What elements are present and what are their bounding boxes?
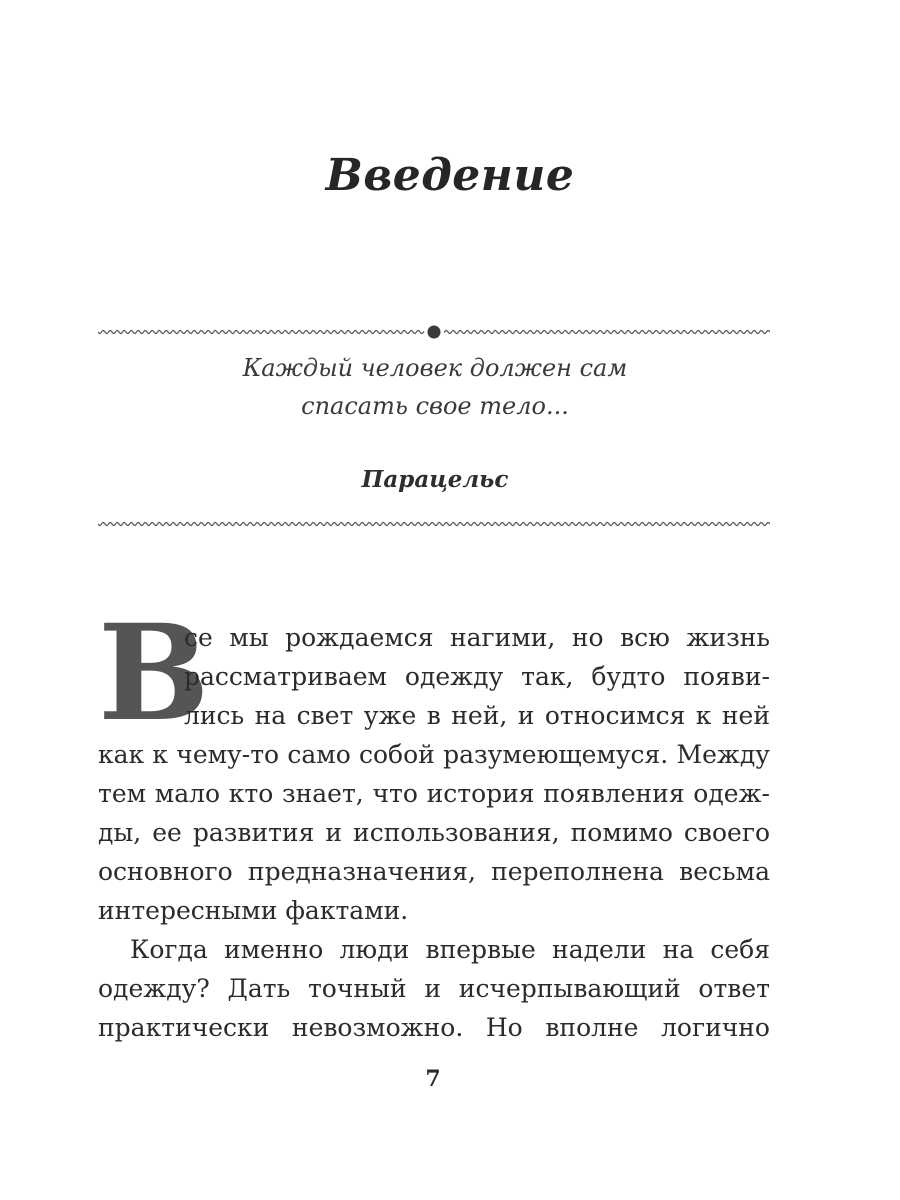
paragraph-line: Когда именно люди впервые надели на себя <box>130 935 770 964</box>
wavy-line-with-dot-icon <box>98 322 770 342</box>
wavy-line-icon <box>98 514 770 534</box>
paragraph-line: основного предназначения, переполнена весьма <box>98 857 770 886</box>
chapter-title: Введение <box>325 150 575 201</box>
paragraph-line: се мы рождаемся нагими, но всю жизнь <box>184 623 770 652</box>
paragraph-line: лись на свет уже в ней, и относимся к ней <box>184 701 770 730</box>
ornament-divider-top <box>98 322 770 342</box>
ornament-divider-bottom <box>98 514 770 534</box>
paragraph-line: тем мало кто знает, что история появления одеж- <box>98 779 770 808</box>
body-text <box>98 618 770 1047</box>
epigraph-line: спасать свое тело... <box>301 392 569 420</box>
epigraph-line: Каждый человек должен сам <box>242 354 628 382</box>
page-number: 7 <box>425 1066 441 1092</box>
paragraph-line: ды, ее развития и использования, помимо своего <box>98 818 770 847</box>
drop-cap: В <box>98 596 210 751</box>
paragraph-line: рассматриваем одежду так, будто появи- <box>184 662 770 691</box>
epigraph-author: Парацельс <box>361 466 509 493</box>
paragraph-line: одежду? Дать точный и исчерпывающий ответ <box>98 974 770 1003</box>
paragraph-line: как к чему-то само собой разумеющемуся. Между <box>98 740 770 769</box>
paragraph-line: интересными фактами. <box>98 896 409 925</box>
epigraph <box>0 349 870 425</box>
paragraph-line: практически невозможно. Но вполне логично <box>98 1013 770 1042</box>
